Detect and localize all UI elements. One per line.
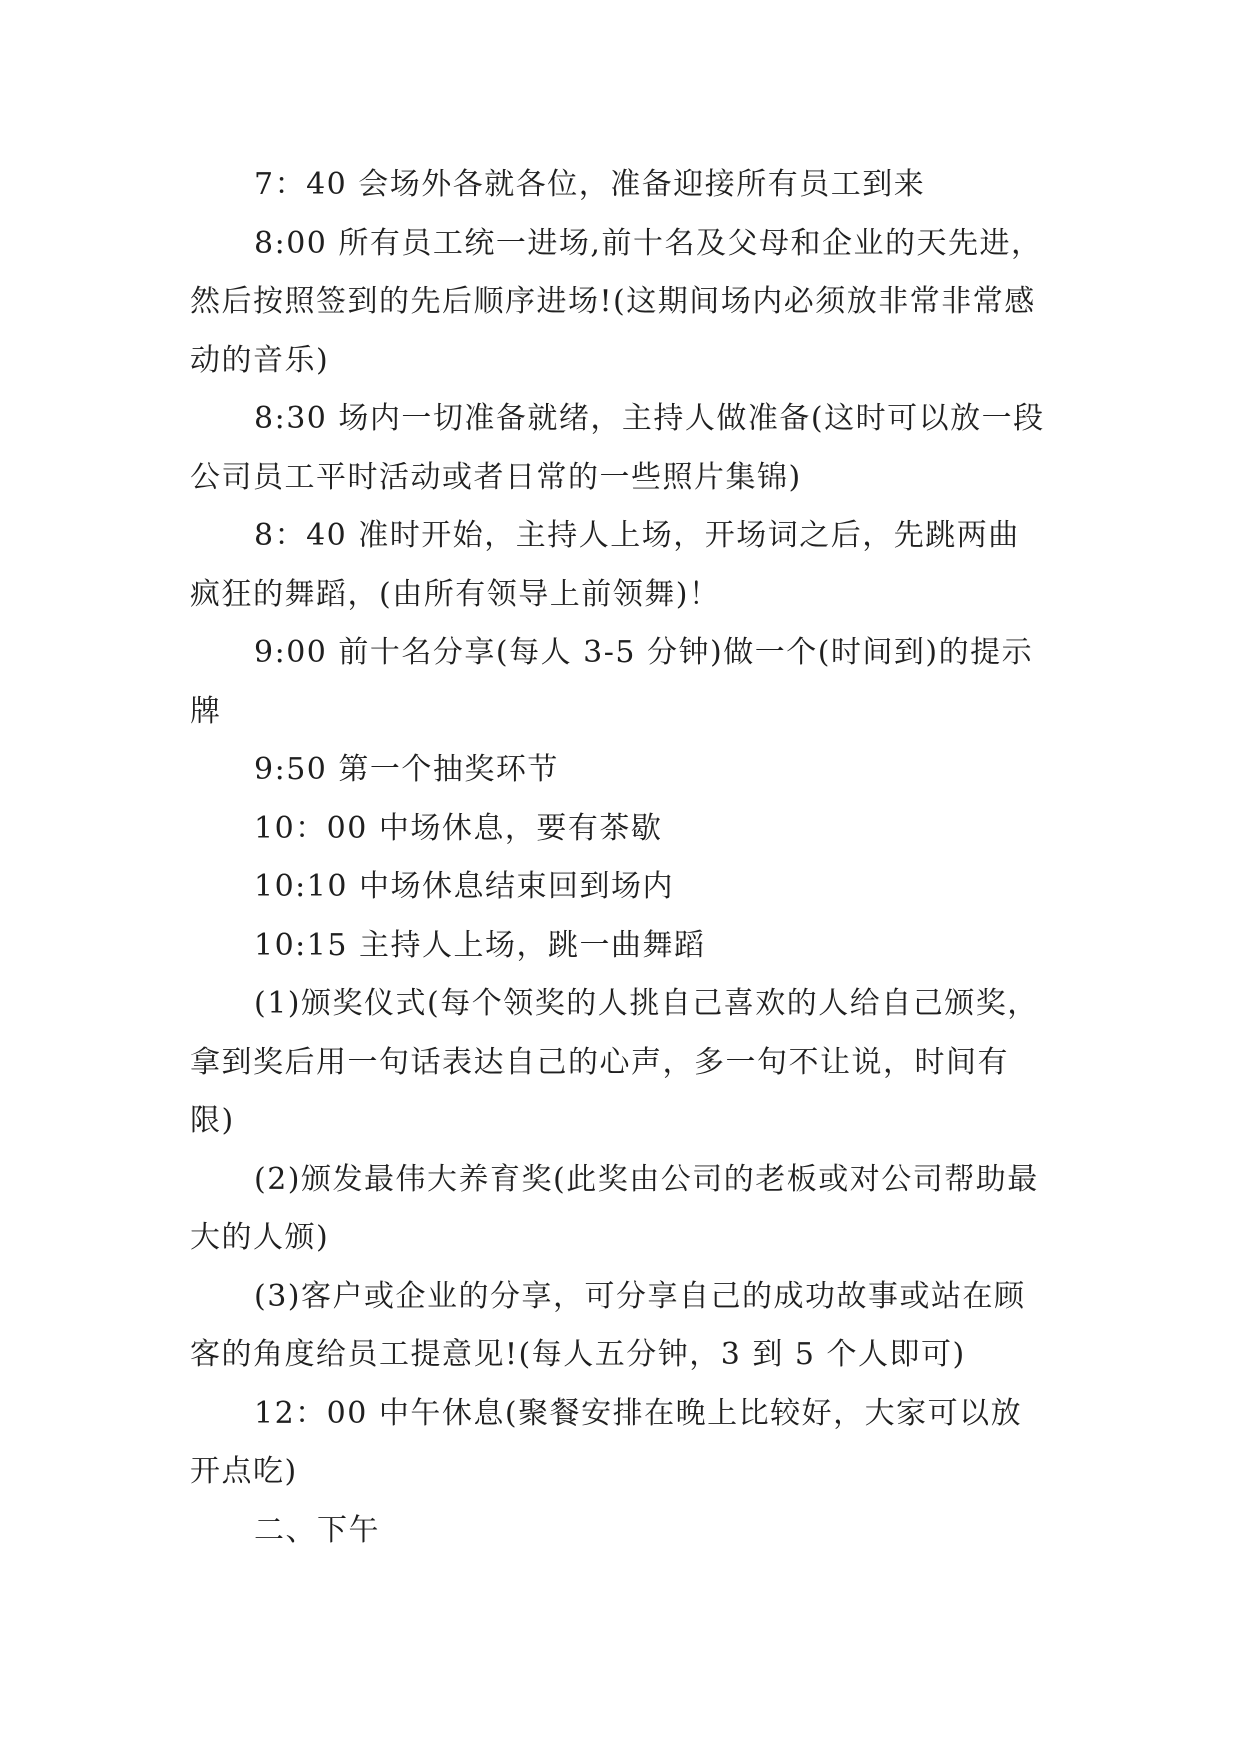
paragraph-parenting-award: (2)颁发最伟大养育奖(此奖由公司的老板或对公司帮助最大的人颁) xyxy=(190,1161,1039,1255)
paragraph-1000-break: 10：00 中场休息，要有茶歇 xyxy=(254,810,663,846)
paragraph-1010-return: 10:10 中场休息结束回到场内 xyxy=(254,869,674,904)
paragraph-0840-start: 8：40 准时开始，主持人上场，开场词之后，先跳两曲疯狂的舞蹈，(由所有领导上前领舞)！ xyxy=(190,518,1020,612)
paragraph-client-sharing: (3)客户或企业的分享，可分享自己的成功故事或站在顾客的角度给员工提意见!(每人五分钟，3 到 5 个人即可) xyxy=(190,1278,1026,1372)
section-heading-afternoon: 二、下午 xyxy=(254,1512,380,1548)
document-body xyxy=(190,156,1050,1560)
paragraph-award-ceremony: (1)颁奖仪式(每个领奖的人挑自己喜欢的人给自己颁奖，拿到奖后用一句话表达自己的心声，多一句不让说，时间有限) xyxy=(190,986,1039,1138)
paragraph-0740-arrival: 7：40 会场外各就各位，准备迎接所有员工到来 xyxy=(254,167,926,202)
paragraph-0900-sharing: 9:00 前十名分享(每人 3-5 分钟)做一个(时间到)的提示牌 xyxy=(190,635,1034,729)
paragraph-0950-lottery: 9:50 第一个抽奖环节 xyxy=(254,752,559,787)
paragraph-1015-host: 10:15 主持人上场，跳一曲舞蹈 xyxy=(254,927,706,963)
paragraph-1200-lunch: 12：00 中午休息(聚餐安排在晚上比较好，大家可以放开点吃) xyxy=(190,1395,1023,1489)
paragraph-0830-ready: 8:30 场内一切准备就绪，主持人做准备(这时可以放一段公司员工平时活动或者日常的一些照片集锦) xyxy=(190,401,1045,495)
paragraph-0800-entry: 8:00 所有员工统一进场,前十名及父母和企业的天先进，然后按照签到的先后顺序进场!(这期间场内必须放非常非常感动的音乐) xyxy=(190,225,1043,378)
